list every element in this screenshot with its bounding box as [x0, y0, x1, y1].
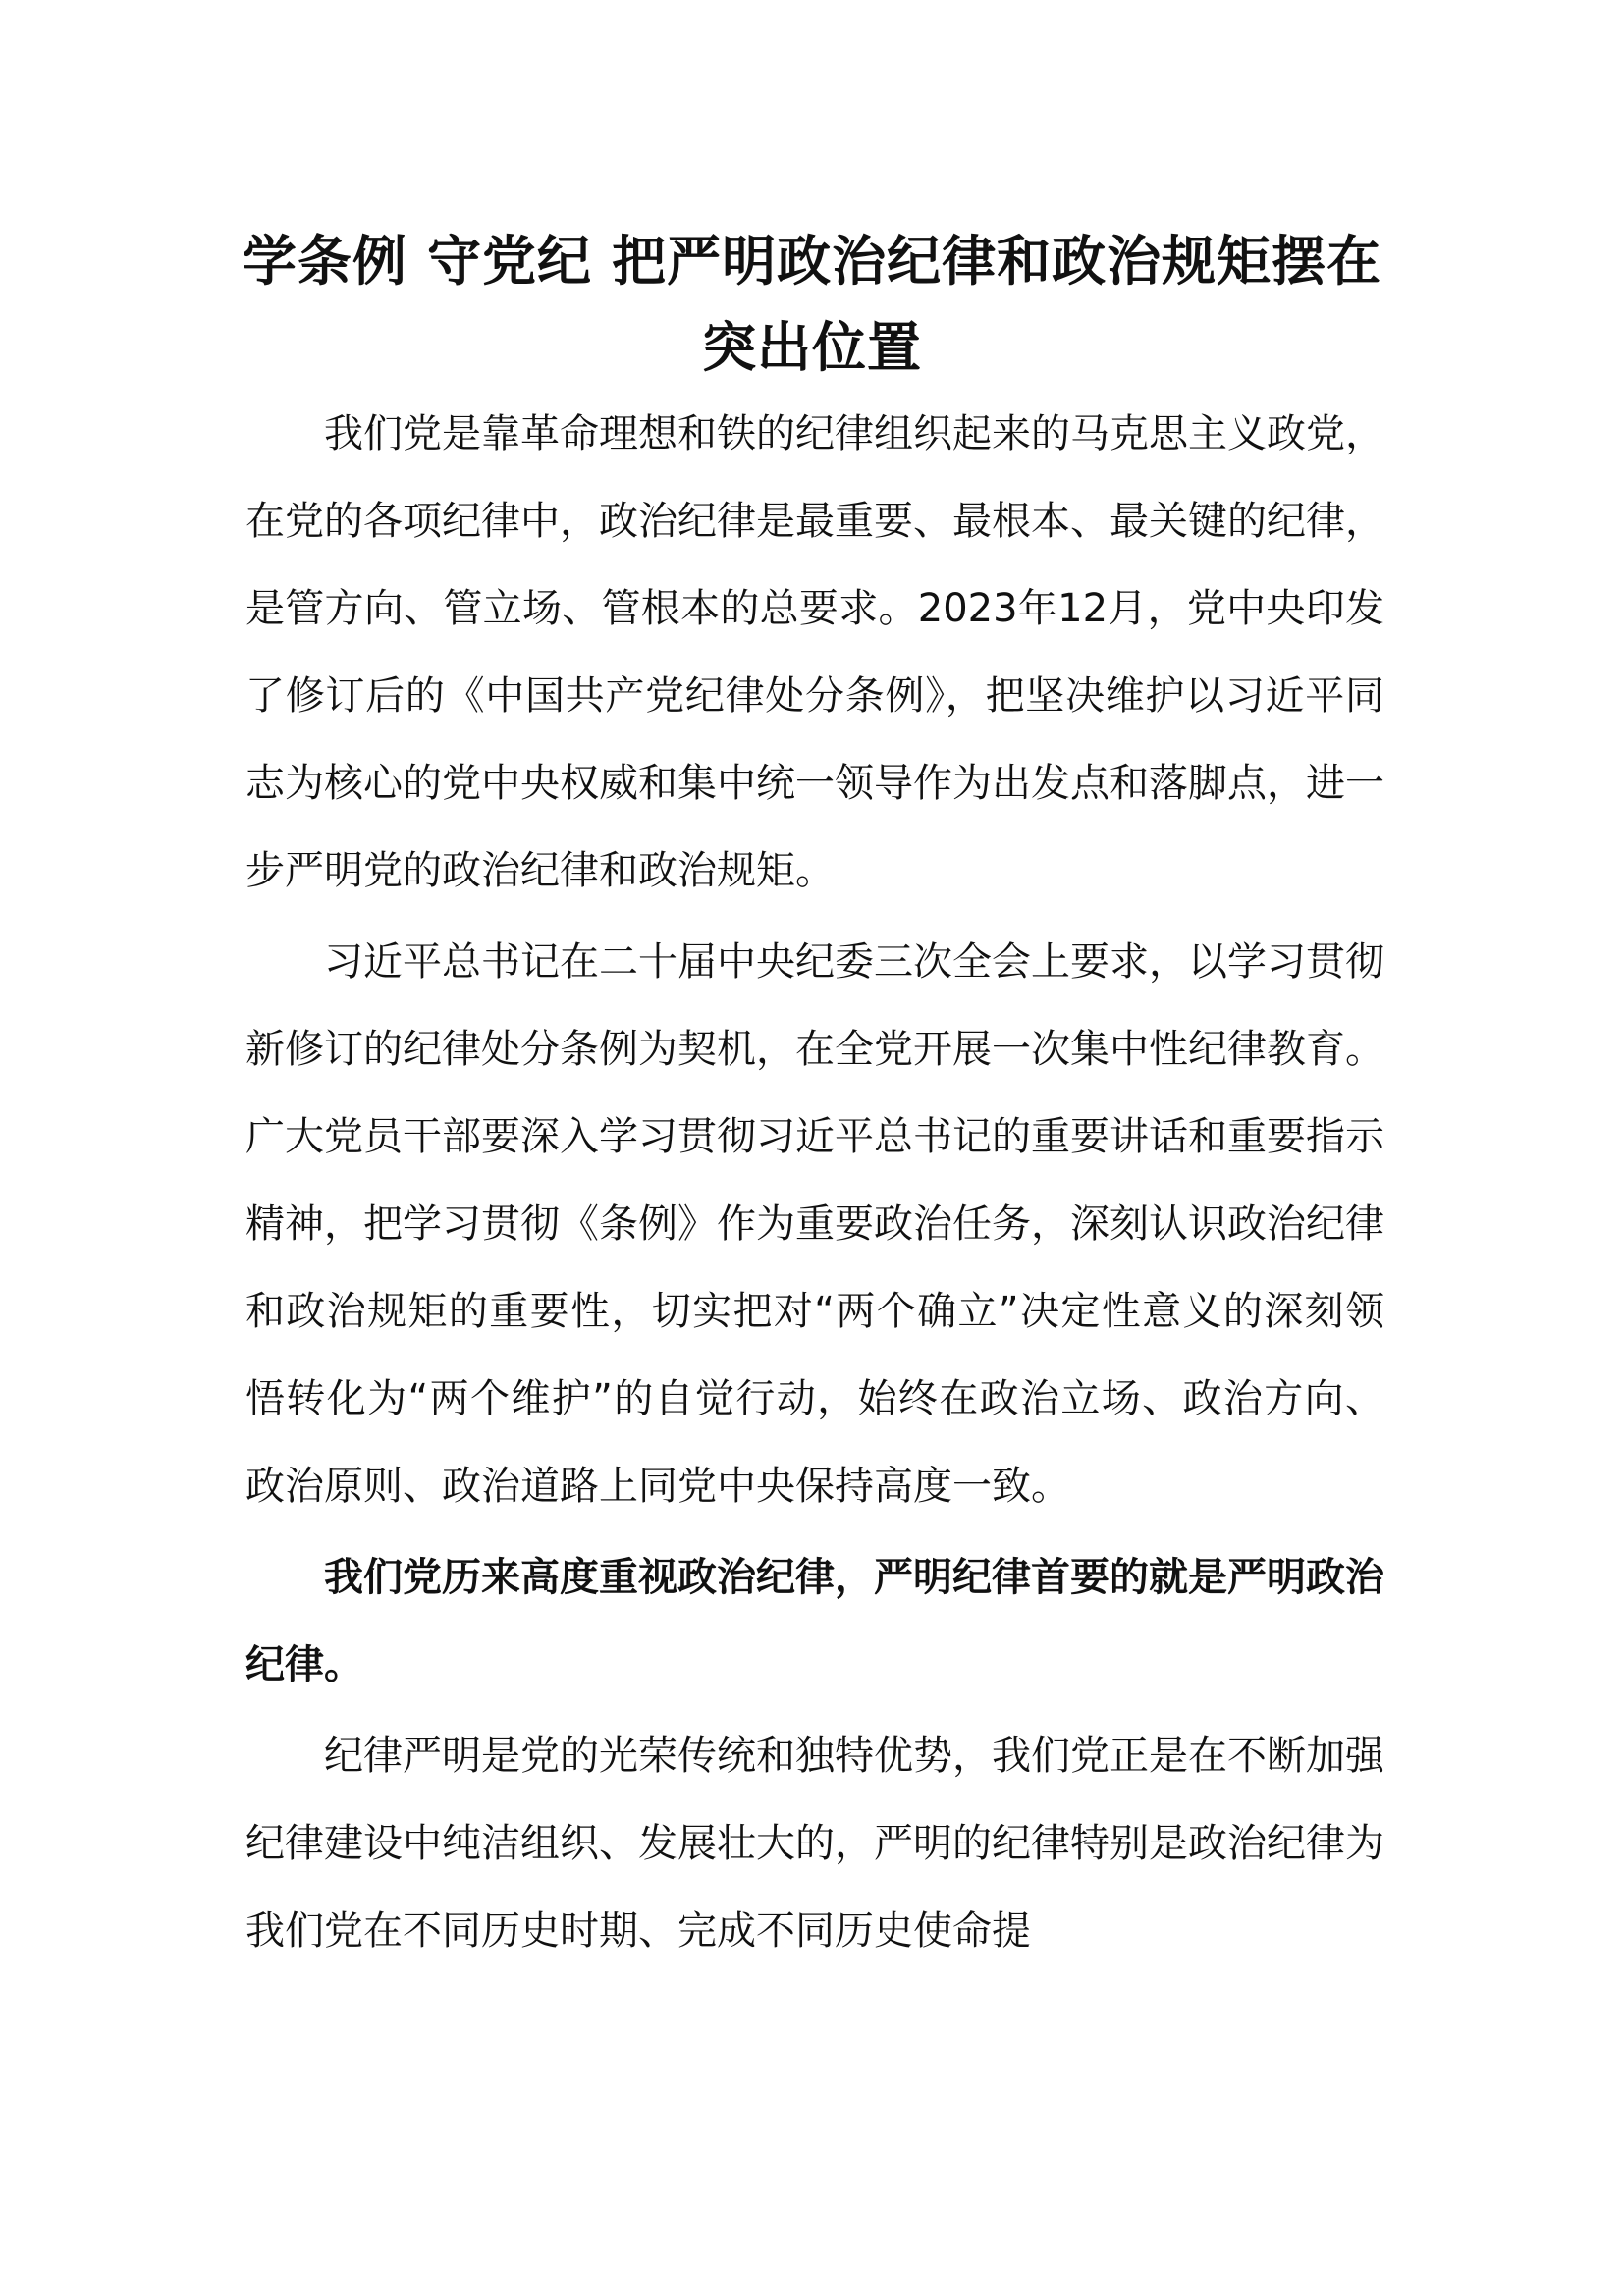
paragraph-1: 我们党是靠革命理想和铁的纪律组织起来的马克思主义政党，在党的各项纪律中，政治纪律是最重要、最根本、最关键的纪律，是管方向、管立场、管根本的总要求。2023年12月，党中央印发了修订后的《中国共产党纪律处分条例》，把坚决维护以习近平同志为核心的党中央权威和集中统一领导作为出发点和落脚点，进一步严明党的政治纪律和政治规矩。: [245, 411, 1384, 893]
document-body: [245, 391, 1384, 1975]
paragraph-3-heading: 我们党历来高度重视政治纪律，严明纪律首要的就是严明政治纪律。: [245, 1555, 1384, 1687]
paragraph-4: 纪律严明是党的光荣传统和独特优势，我们党正是在不断加强纪律建设中纯洁组织、发展壮大的，严明的纪律特别是政治纪律为我们党在不同历史时期、完成不同历史使命提: [245, 1734, 1384, 1953]
document-title: 学条例 守党纪 把严明政治纪律和政治规矩摆在突出位置: [242, 230, 1382, 379]
paragraph-2: 习近平总书记在二十届中央纪委三次全会上要求，以学习贯彻新修订的纪律处分条例为契机，在全党开展一次集中性纪律教育。广大党员干部要深入学习贯彻习近平总书记的重要讲话和重要指示精神，把学习贯彻《条例》作为重要政治任务，深刻认识政治纪律和政治规矩的重要性，切实把对“两个确立”决定性意义的深刻领悟转化为“两个维护”的自觉行动，始终在政治立场、政治方向、政治原则、政治道路上同党中央保持高度一致。: [245, 939, 1384, 1509]
